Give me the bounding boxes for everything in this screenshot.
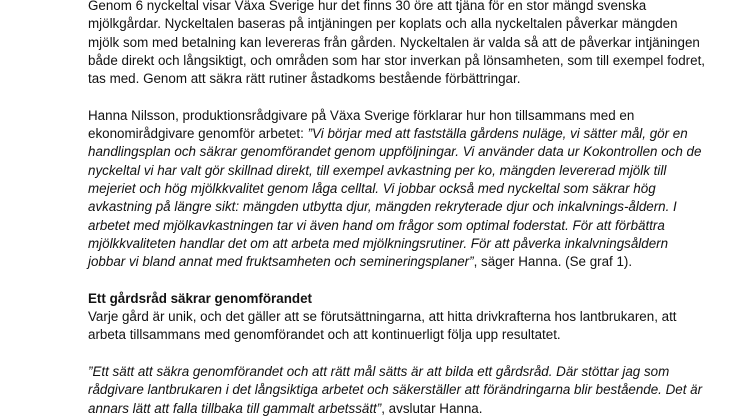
paragraph-farm-unique: Varje gård är unik, och det gäller att se förutsättningarna, att hitta drivkrafterna hos lantbrukaren, att arbeta tillsammans med genomförandet och att kontinuerligt följa upp resultatet. [88, 309, 677, 343]
document-page [88, 0, 708, 418]
interview-quote: ”Vi börjar med att fastställa gårdens nuläge, vi sätter mål, gör en handlingsplan och säkrar genomförandet genom uppföljningar. Vi använder data ur Kokontrollen och de nyckeltal vi har valt gör skillnad direkt, till exempel avkastning per ko, mängden levererad mjölk till mejeriet och hög mjölkkvalitet genom låga celltal. Vi jobbar också med nyckeltal som säkrar hög avkastning på längre sikt: mängden utbytta djur, mängden rekryterade djur och inkalvnings-åldern. I arbetet med mjölkavkastningen tar vi även hand om frågor som optimal foderstat. För att förbättra mjölkkvaliteten handlar det om att arbeta med mjölkningsrutiner. För att påverka inkalvningsåldern jobbar vi bland annat med fruktsamheten och semineringsplaner” [88, 126, 702, 270]
closing-quote: ”Ett sätt att säkra genomförandet och att rätt mål sätts är att bilda ett gårdsråd. Där stöttar jag som rådgivare lantbrukaren i det långsiktiga arbetet och säkerställer att förändringarna blir bestående. Det är annars lätt att falla tillbaka till gammalt arbetssätt” [88, 363, 703, 416]
interview-outro: , säger Hanna. (Se graf 1). [473, 254, 633, 270]
closing-outro: , avslutar Hanna. [381, 400, 483, 416]
paragraph-closing [88, 363, 708, 418]
paragraph-key-figures: Genom 6 nyckeltal visar Växa Sverige hur det finns 30 öre att tjäna för en stor mängd svenska mjölkgårdar. Nyckeltalen baseras på intjäningen per koplats och alla nyckeltalen påverkar mängden mjölk som med betalning kan levereras från gården. Nyckeltalen är valda så att de påverkar intjäningen både direkt och långsiktigt, och områden som har stor inverkan på lönsamheten, som till exempel fodret, tas med. Genom att säkra rätt rutiner åstadkoms bestående förbättringar. [88, 0, 706, 87]
section-heading: Ett gårdsråd säkrar genomförandet [88, 290, 312, 306]
interview-intro: Hanna Nilsson, produktionsrådgivare på Växa Sverige förklarar hur hon tillsammans med en ekonomirådgivare genomför arbetet: [88, 107, 635, 142]
paragraph-interview [88, 107, 708, 272]
